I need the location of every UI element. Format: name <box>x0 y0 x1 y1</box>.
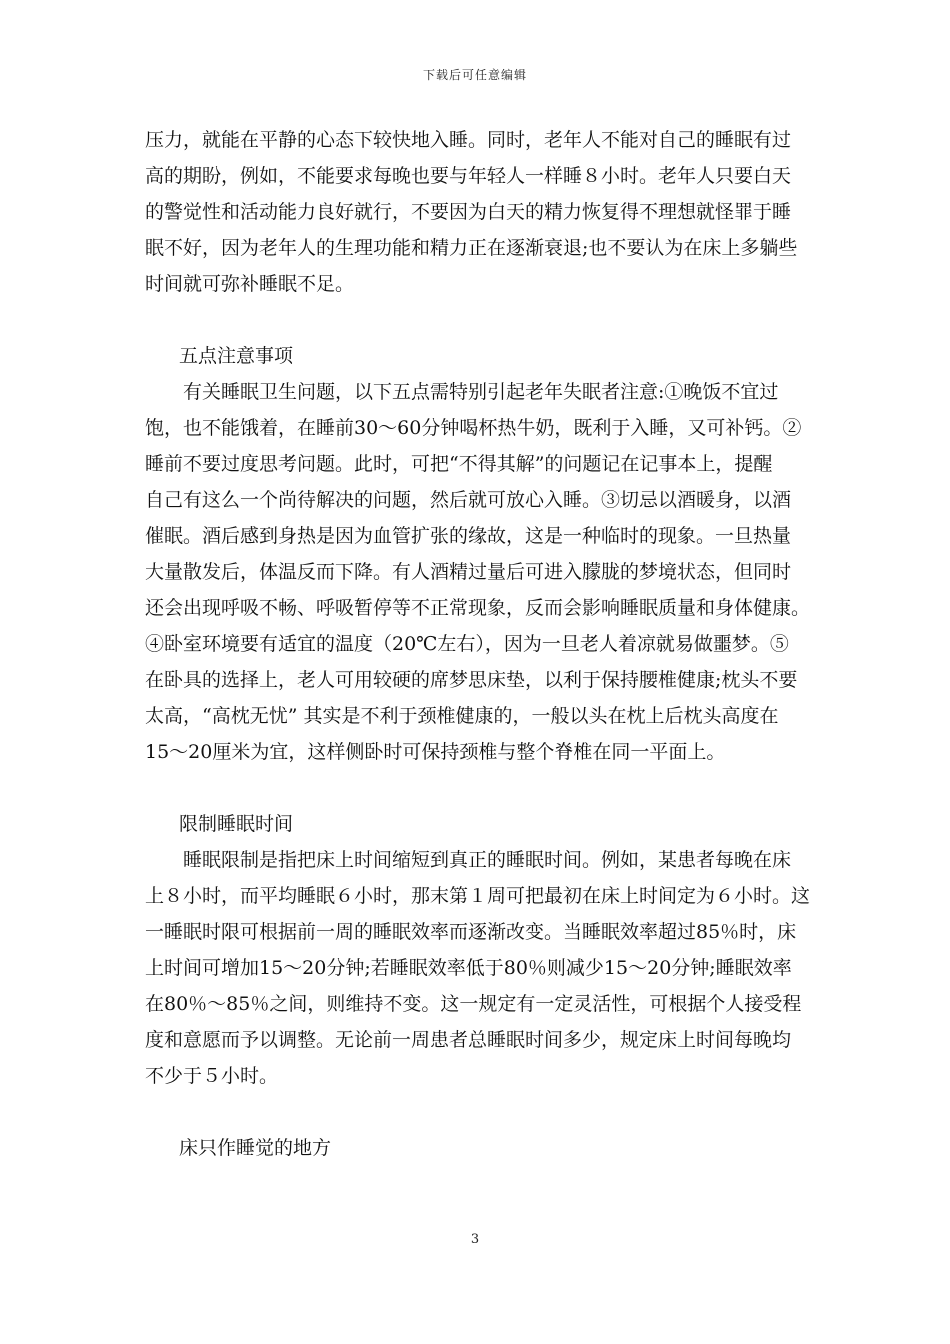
section-heading: 五点注意事项 <box>179 345 294 367</box>
text-line: 压力，就能在平静的心态下较快地入睡。同时，老年人不能对自己的睡眠有过 <box>145 129 792 151</box>
text-line: 催眠。酒后感到身热是因为血管扩张的缘故，这是一种临时的现象。一旦热量 <box>145 525 792 547</box>
text-line: 睡眠限制是指把床上时间缩短到真正的睡眠时间。例如，某患者每晚在床 <box>183 849 792 871</box>
text-line: 还会出现呼吸不畅、呼吸暂停等不正常现象，反而会影响睡眠质量和身体健康。 <box>145 597 811 619</box>
page-header: 下载后可任意编辑 <box>422 68 527 82</box>
section-paragraph <box>145 374 811 770</box>
text-line: 一睡眠时限可根据前一周的睡眠效率而逐渐改变。当睡眠效率超过85％时，床 <box>145 921 797 943</box>
text-line: 在80％～85％之间，则维持不变。这一规定有一定灵活性，可根据个人接受程 <box>145 993 802 1015</box>
text-line: 不少于５小时。 <box>145 1065 279 1087</box>
text-line: ④卧室环境要有适宜的温度（20℃左右），因为一旦老人着凉就易做噩梦。⑤ <box>145 633 789 655</box>
text-line: 有关睡眠卫生问题，以下五点需特别引起老年失眠者注意:①晚饭不宜过 <box>183 381 779 403</box>
section-heading: 限制睡眠时间 <box>179 813 294 835</box>
text-line: 太高，“高枕无忧” 其实是不利于颈椎健康的，一般以头在枕上后枕头高度在 <box>145 705 779 727</box>
text-line: 上时间可增加15～20分钟;若睡眠效率低于80％则减少15～20分钟;睡眠效率 <box>145 957 792 979</box>
text-line: 自己有这么一个尚待解决的问题，然后就可放心入睡。③切忌以酒暖身，以酒 <box>145 489 792 511</box>
text-line: 高的期盼，例如，不能要求每晚也要与年轻人一样睡８小时。老年人只要白天 <box>145 165 792 187</box>
text-line: 的警觉性和活动能力良好就行，不要因为白天的精力恢复得不理想就怪罪于睡 <box>145 201 792 223</box>
paragraph-continuation <box>145 122 805 302</box>
document-body <box>145 122 811 1166</box>
text-line: 上８小时，而平均睡眠６小时，那末第１周可把最初在床上时间定为６小时。这 <box>145 885 811 907</box>
text-line: 度和意愿而予以调整。无论前一周患者总睡眠时间多少，规定床上时间每晚均 <box>145 1029 792 1051</box>
section-paragraph <box>145 842 811 1094</box>
text-line: 大量散发后，体温反而下降。有人酒精过量后可进入朦胧的梦境状态，但同时 <box>145 561 792 583</box>
text-line: 15～20厘米为宜，这样侧卧时可保持颈椎与整个脊椎在同一平面上。 <box>145 741 726 763</box>
text-line: 时间就可弥补睡眠不足。 <box>145 273 355 295</box>
text-line: 饱，也不能饿着，在睡前30～60分钟喝杯热牛奶，既利于入睡，又可补钙。② <box>145 417 802 439</box>
text-line: 眠不好，因为老年人的生理功能和精力正在逐渐衰退;也不要认为在床上多躺些 <box>145 237 798 259</box>
section-heading: 床只作睡觉的地方 <box>179 1137 332 1159</box>
text-line: 睡前不要过度思考问题。此时，可把“不得其解”的问题记在记事本上，提醒 <box>145 453 773 475</box>
text-line: 在卧具的选择上，老人可用较硬的席梦思床垫，以利于保持腰椎健康;枕头不要 <box>145 669 798 691</box>
page-number: 3 <box>470 1232 480 1247</box>
